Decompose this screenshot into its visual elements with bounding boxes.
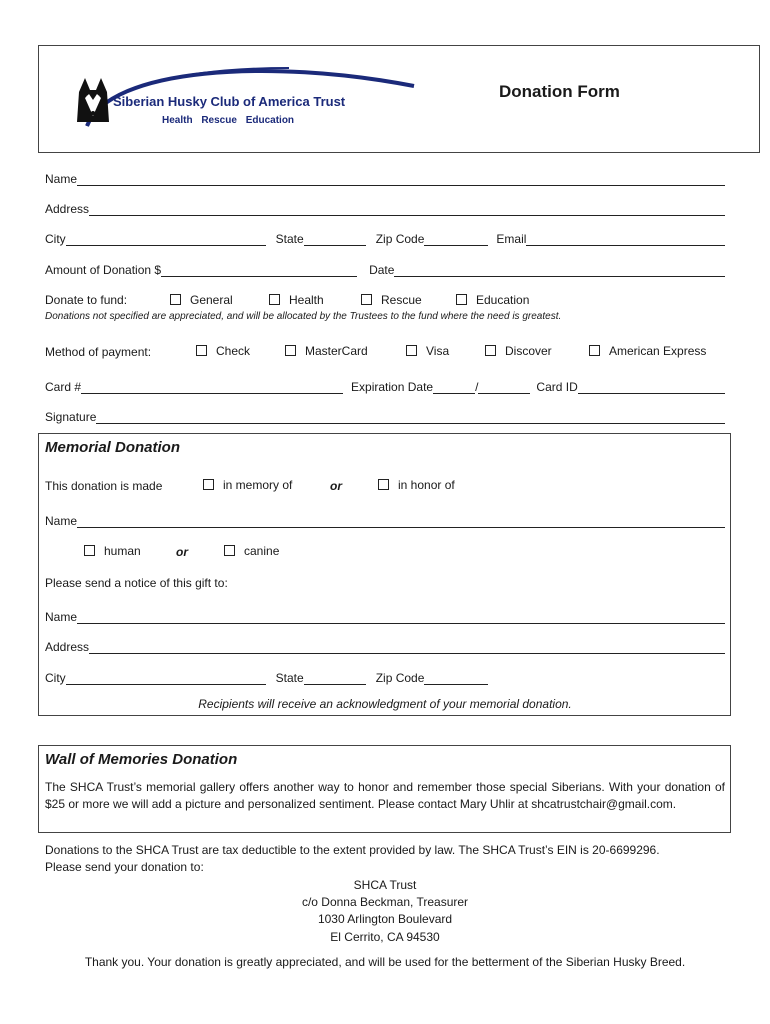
in-memory-option[interactable]	[203, 478, 292, 492]
checkbox-icon[interactable]	[84, 545, 95, 556]
payment-check-option[interactable]	[196, 344, 250, 358]
amount-row	[45, 259, 725, 277]
notice-zip-field[interactable]	[424, 672, 488, 685]
card-id-field[interactable]	[578, 381, 725, 394]
email-label: Email	[496, 232, 527, 246]
fund-general-label: General	[190, 293, 233, 307]
name-field[interactable]	[77, 173, 725, 186]
or-label: or	[176, 545, 188, 559]
header-box	[38, 45, 760, 153]
address-field[interactable]	[89, 203, 725, 216]
signature-field[interactable]	[96, 411, 725, 424]
signature-row	[45, 406, 725, 424]
human-option[interactable]	[84, 544, 141, 558]
amount-field[interactable]	[161, 264, 357, 277]
email-field[interactable]	[526, 233, 725, 246]
city-field[interactable]	[66, 233, 266, 246]
acknowledgment-note: Recipients will receive an acknowledgment of your memorial donation.	[198, 697, 572, 711]
thanks-line: Thank you. Your donation is greatly appreciated, and will be used for the betterment of the Siberian Husky Breed.	[84, 955, 686, 969]
zip-label: Zip Code	[375, 232, 425, 246]
amount-label: Amount of Donation $	[45, 263, 162, 277]
checkbox-icon[interactable]	[456, 294, 467, 305]
expiration-month-field[interactable]	[433, 381, 475, 394]
expiration-label: Expiration Date	[351, 380, 434, 394]
payment-discover-option[interactable]	[485, 344, 552, 358]
fund-rescue-label: Rescue	[381, 293, 422, 307]
husky-logo-icon	[73, 76, 113, 124]
form-title: Donation Form	[499, 82, 620, 101]
notice-state-label: State	[275, 671, 304, 685]
notice-zip-label: Zip Code	[375, 671, 425, 685]
payment-visa-label: Visa	[426, 344, 450, 358]
payment-visa-option[interactable]	[406, 344, 449, 358]
date-label: Date	[369, 263, 395, 277]
in-honor-label: in honor of	[398, 478, 455, 492]
memorial-name-row	[45, 510, 725, 528]
card-id-label: Card ID	[536, 380, 578, 394]
fund-education-label: Education	[476, 293, 530, 307]
checkbox-icon[interactable]	[269, 294, 280, 305]
card-label: Card #	[45, 380, 82, 394]
expiration-year-field[interactable]	[478, 381, 530, 394]
checkbox-icon[interactable]	[203, 479, 214, 490]
address-line-3: 1030 Arlington Boulevard	[317, 912, 453, 926]
date-field[interactable]	[394, 264, 725, 277]
notice-name-label: Name	[45, 610, 78, 624]
memorial-title: Memorial Donation	[45, 439, 181, 456]
address-line-2: c/o Donna Beckman, Treasurer	[301, 895, 469, 909]
zip-field[interactable]	[424, 233, 488, 246]
wall-title: Wall of Memories Donation	[45, 751, 238, 768]
checkbox-icon[interactable]	[285, 345, 296, 356]
send-line: Please send your donation to:	[45, 860, 204, 874]
state-field[interactable]	[304, 233, 366, 246]
fund-note: Donations not specified are appreciated, and will be allocated by the Trustees to the fund where the need is greatest.	[45, 311, 562, 322]
city-label: City	[45, 232, 66, 246]
notice-address-row	[45, 636, 725, 654]
notice-name-row	[45, 606, 725, 624]
memorial-name-label: Name	[45, 514, 78, 528]
address-label: Address	[45, 202, 90, 216]
payment-check-label: Check	[216, 344, 251, 358]
org-tagline: Health Rescue Education	[162, 115, 295, 126]
in-honor-option[interactable]	[378, 478, 455, 492]
memorial-made-label: This donation is made	[45, 479, 163, 493]
city-row	[45, 228, 725, 246]
payment-mastercard-label: MasterCard	[305, 344, 368, 358]
notice-city-label: City	[45, 671, 66, 685]
checkbox-icon[interactable]	[224, 545, 235, 556]
notice-city-field[interactable]	[66, 672, 266, 685]
notice-label: Please send a notice of this gift to:	[45, 576, 228, 590]
fund-health-label: Health	[289, 293, 324, 307]
address-row	[45, 198, 725, 216]
card-number-field[interactable]	[81, 381, 343, 394]
notice-address-field[interactable]	[89, 641, 725, 654]
checkbox-icon[interactable]	[196, 345, 207, 356]
canine-option[interactable]	[224, 544, 279, 558]
notice-address-label: Address	[45, 640, 90, 654]
in-memory-label: in memory of	[223, 478, 293, 492]
card-row	[45, 376, 725, 394]
fund-education-option[interactable]	[456, 293, 529, 307]
notice-city-row	[45, 667, 488, 685]
checkbox-icon[interactable]	[378, 479, 389, 490]
payment-amex-option[interactable]	[589, 344, 706, 358]
canine-label: canine	[244, 544, 280, 558]
org-name: Siberian Husky Club of America Trust	[113, 94, 346, 109]
payment-discover-label: Discover	[505, 344, 552, 358]
address-line-1: SHCA Trust	[353, 878, 417, 892]
name-row	[45, 168, 725, 186]
notice-name-field[interactable]	[77, 611, 725, 624]
or-label: or	[330, 479, 342, 493]
checkbox-icon[interactable]	[361, 294, 372, 305]
checkbox-icon[interactable]	[406, 345, 417, 356]
name-label: Name	[45, 172, 78, 186]
payment-label: Method of payment:	[45, 345, 152, 359]
checkbox-icon[interactable]	[589, 345, 600, 356]
checkbox-icon[interactable]	[485, 345, 496, 356]
fund-rescue-option[interactable]	[361, 293, 422, 307]
checkbox-icon[interactable]	[170, 294, 181, 305]
fund-label: Donate to fund:	[45, 293, 128, 307]
payment-amex-label: American Express	[609, 344, 707, 358]
tax-line: Donations to the SHCA Trust are tax deductible to the extent provided by law. The SHCA Trust’s EIN is 20-6699296.	[45, 843, 660, 857]
notice-state-field[interactable]	[304, 672, 366, 685]
fund-general-option[interactable]	[170, 293, 233, 307]
expiration-separator: /	[475, 380, 479, 394]
memorial-name-field[interactable]	[77, 515, 725, 528]
fund-health-option[interactable]	[269, 293, 324, 307]
state-label: State	[275, 232, 304, 246]
address-line-4: El Cerrito, CA 94530	[330, 930, 440, 944]
wall-text: The SHCA Trust’s memorial gallery offers another way to honor and remember those special Siberians. With your donation of $25 or more we will add a picture and personalized sentiment. Please contact Mary Uhlir at shcatrustchair@gmail.com.	[45, 780, 725, 811]
signature-label: Signature	[45, 410, 97, 424]
payment-mastercard-option[interactable]	[285, 344, 368, 358]
human-label: human	[104, 544, 141, 558]
